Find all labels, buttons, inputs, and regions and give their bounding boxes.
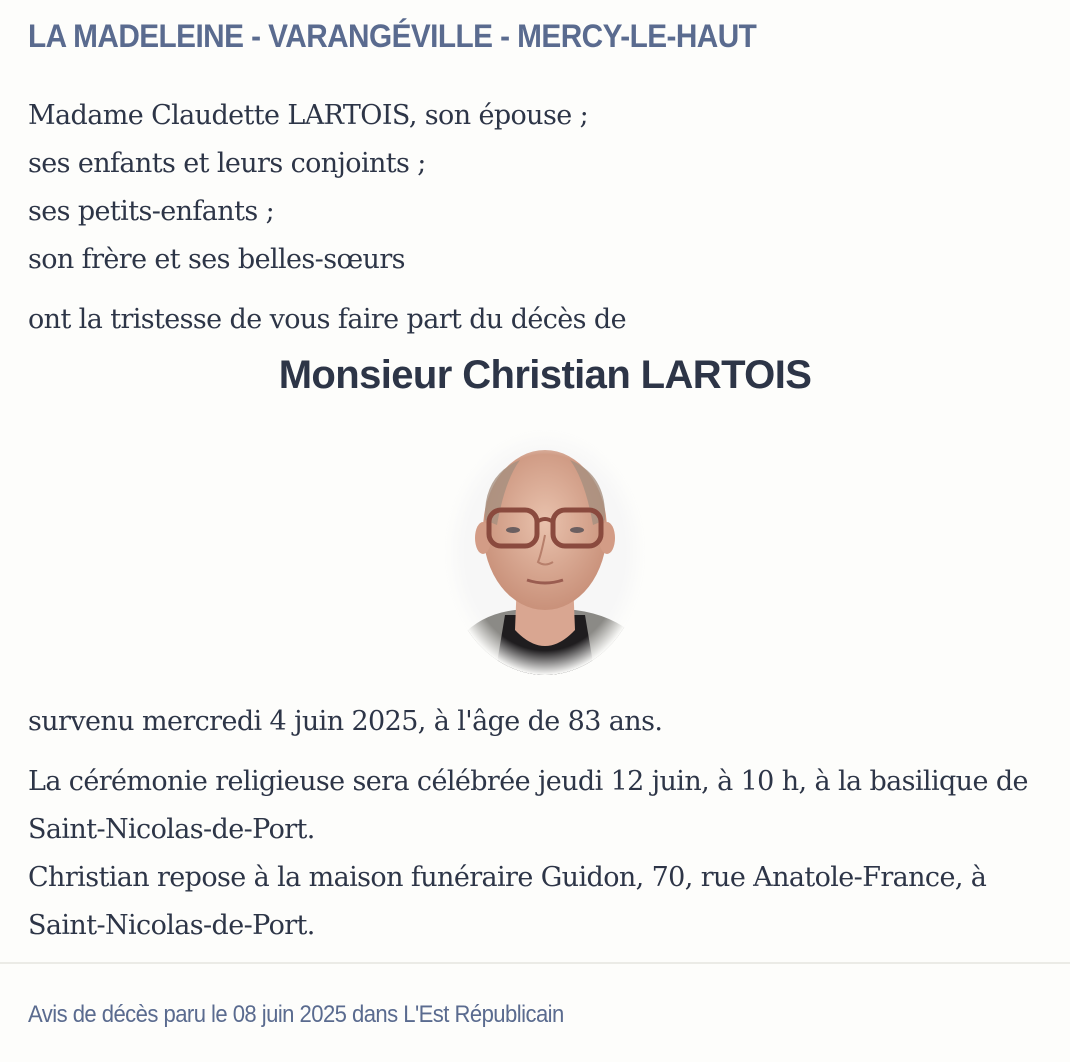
ceremony-line: Saint-Nicolas-de-Port. [28, 910, 315, 941]
publication-info: Avis de décès paru le 08 juin 2025 dans L'Est Républicain [28, 1001, 564, 1028]
ceremony-line: Christian repose à la maison funéraire Guidon, 70, rue Anatole-France, à [28, 862, 987, 893]
intro-text: ont la tristesse de vous faire part du décès de [28, 304, 626, 335]
ceremony-line: La cérémonie religieuse sera célébrée jeudi 12 juin, à 10 h, à la basilique de [28, 766, 1028, 797]
portrait-image [445, 430, 645, 675]
family-list [28, 92, 588, 284]
family-line: ses petits-enfants ; [28, 196, 275, 227]
divider [0, 962, 1070, 964]
family-line: ses enfants et leurs conjoints ; [28, 148, 426, 179]
ceremony-info [28, 758, 1058, 950]
family-line: Madame Claudette LARTOIS, son épouse ; [28, 100, 589, 131]
family-line: son frère et ses belles-sœurs [28, 244, 405, 275]
portrait-photo [445, 430, 645, 675]
death-info: survenu mercredi 4 juin 2025, à l'âge de 83 ans. [28, 706, 663, 737]
ceremony-line: Saint-Nicolas-de-Port. [28, 814, 315, 845]
deceased-name: Monsieur Christian LARTOIS [278, 353, 812, 397]
location-heading: LA MADELEINE - VARANGÉVILLE - MERCY-LE-HAUT [28, 18, 757, 54]
